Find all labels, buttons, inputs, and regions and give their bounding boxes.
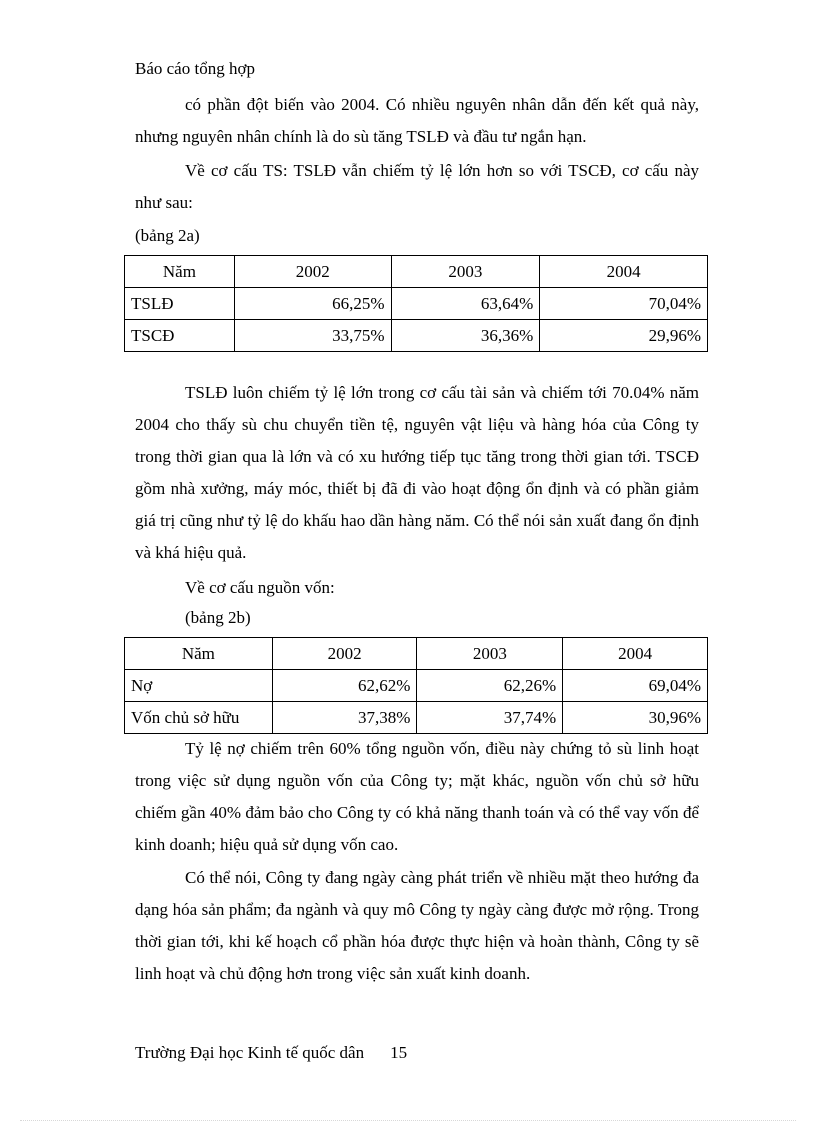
page-header: Báo cáo tổng hợp <box>135 59 255 78</box>
table-cell: 62,62% <box>272 670 417 702</box>
table-cell: 69,04% <box>563 670 708 702</box>
table-header-cell: 2003 <box>391 256 540 288</box>
table-2b <box>124 637 708 734</box>
table-cell: 70,04% <box>540 288 708 320</box>
table-header-cell: Năm <box>125 256 235 288</box>
table-header-row <box>125 638 708 670</box>
table-cell: 37,38% <box>272 702 417 734</box>
table-header-cell: 2003 <box>417 638 563 670</box>
page-bottom-rule <box>20 1120 796 1121</box>
page-number: 15 <box>390 1043 408 1062</box>
footer-school: Trường Đại học Kinh tế quốc dân <box>135 1043 365 1062</box>
paragraph-4: Về cơ cấu nguồn vốn: <box>185 578 335 597</box>
table-header-cell: Năm <box>125 638 273 670</box>
table-header-cell: 2004 <box>563 638 708 670</box>
table-cell: 66,25% <box>234 288 391 320</box>
paragraph-6: Có thể nói, Công ty đang ngày càng phát triển về nhiều mặt theo hướng đa dạng hóa sản phẩm; đa ngành và quy mô Công ty ngày càng được mở rộng. Trong thời gian tới, khi kế hoạch cổ phần hóa được thực hiện và hoàn thành, Công ty sẽ linh hoạt và chủ động hơn trong việc sản xuất kinh doanh. <box>135 868 699 983</box>
table-row <box>125 670 708 702</box>
table-row <box>125 702 708 734</box>
paragraph-5: Tỷ lệ nợ chiếm trên 60% tổng nguồn vốn, điều này chứng tỏ sù linh hoạt trong việc sử dụng nguồn vốn của Công ty; mặt khác, nguồn vốn chủ sở hữu chiếm gần 40% đảm bảo cho Công ty có khả năng thanh toán và có thể vay vốn để kinh doanh; hiệu quả sử dụng vốn cao. <box>135 739 699 854</box>
table-header-cell: 2004 <box>540 256 708 288</box>
table-cell: 63,64% <box>391 288 540 320</box>
paragraph-3: TSLĐ luôn chiếm tỷ lệ lớn trong cơ cấu tài sản và chiếm tới 70.04% năm 2004 cho thấy sù chu chuyển tiền tệ, nguyên vật liệu và hàng hóa của Công ty trong thời gian qua là lớn và có xu hướng tiếp tục tăng trong thời gian tới. TSCĐ gồm nhà xưởng, máy móc, thiết bị đã đi vào hoạt động ổn định và có phần giảm giá trị cũng như tỷ lệ do khấu hao dần hàng năm. Có thể nói sản xuất đang ổn định và khá hiệu quả. <box>135 383 699 562</box>
page-footer <box>135 1043 407 1063</box>
table-row <box>125 288 708 320</box>
table-header-cell: 2002 <box>272 638 417 670</box>
table-cell: 36,36% <box>391 320 540 352</box>
table-cell: TSCĐ <box>125 320 235 352</box>
paragraph-2: Về cơ cấu TS: TSLĐ vẫn chiếm tỷ lệ lớn hơn so với TSCĐ, cơ cấu này như sau: <box>135 161 699 212</box>
table-2a <box>124 255 708 352</box>
table-cell: 37,74% <box>417 702 563 734</box>
table-a-caption: (bảng 2a) <box>135 226 200 245</box>
table-row <box>125 320 708 352</box>
table-cell: TSLĐ <box>125 288 235 320</box>
table-cell: Vốn chủ sở hữu <box>125 702 273 734</box>
table-cell: 30,96% <box>563 702 708 734</box>
paragraph-1: có phần đột biến vào 2004. Có nhiều nguyên nhân dẫn đến kết quả này, nhưng nguyên nhân chính là do sù tăng TSLĐ và đầu tư ngắn hạn. <box>135 95 699 146</box>
table-cell: 29,96% <box>540 320 708 352</box>
table-cell: 33,75% <box>234 320 391 352</box>
table-cell: 62,26% <box>417 670 563 702</box>
table-header-row <box>125 256 708 288</box>
table-header-cell: 2002 <box>234 256 391 288</box>
table-b-caption: (bảng 2b) <box>185 608 251 627</box>
table-cell: Nợ <box>125 670 273 702</box>
